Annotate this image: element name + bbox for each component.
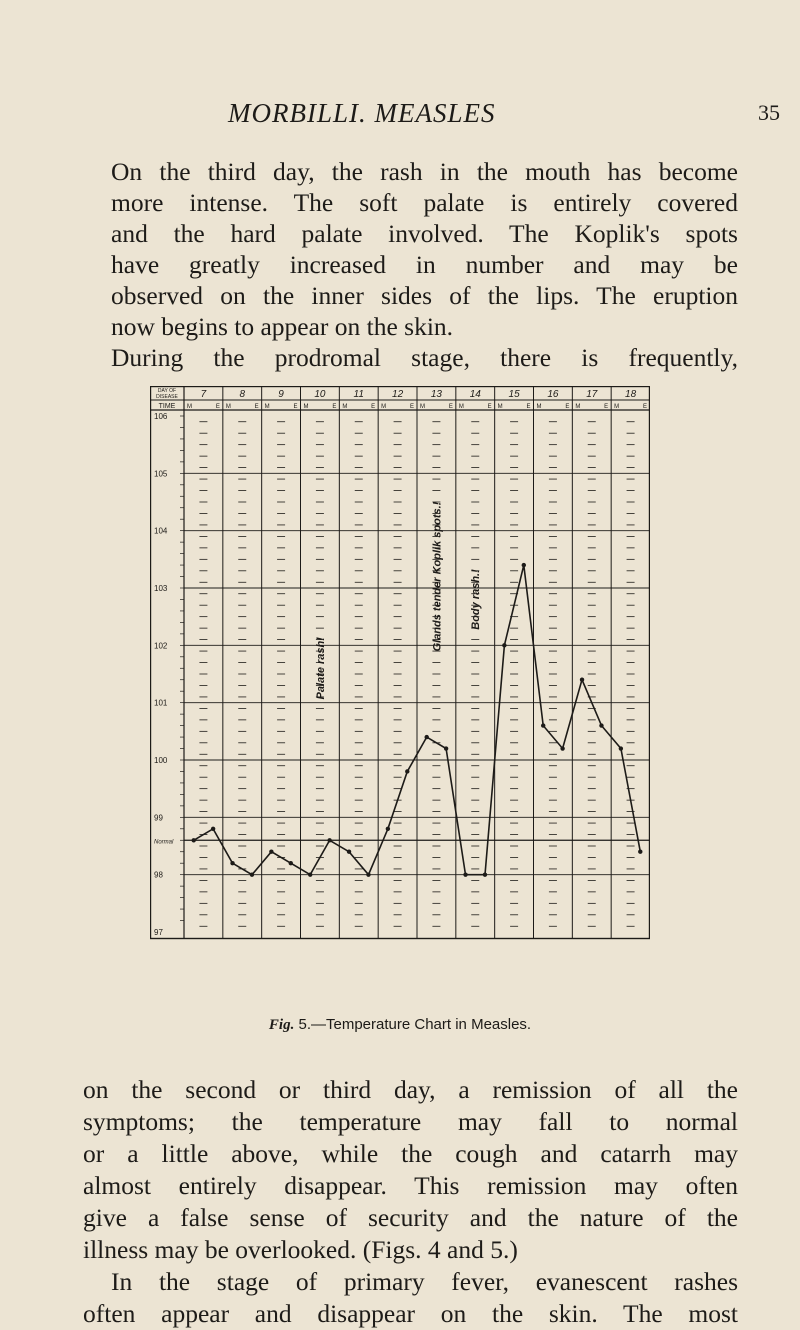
text-line: and the hard palate involved. The Koplik's spots <box>111 219 738 248</box>
text-line: now begins to appear on the skin. <box>111 312 454 341</box>
day-of-disease-label: DISEASE <box>156 394 178 400</box>
temperature-point <box>308 872 312 876</box>
time-slot-label: M <box>497 404 503 410</box>
text-line: observed on the inner sides of the lips. The eruption <box>111 281 738 310</box>
temperature-point <box>289 861 293 865</box>
time-slot-label: E <box>410 404 415 410</box>
y-tick-label: 102 <box>154 641 168 651</box>
time-slot-label: E <box>448 404 453 410</box>
text-line: have greatly increased in number and may be <box>111 250 738 279</box>
paragraph-bottom <box>83 1074 738 1330</box>
y-tick-label: 103 <box>154 584 168 593</box>
temperature-point <box>580 678 584 682</box>
temperature-point <box>463 872 467 876</box>
y-tick-label: Normal <box>154 839 174 846</box>
temperature-point <box>211 827 215 831</box>
time-slot-label: E <box>332 404 337 410</box>
time-slot-label: E <box>371 404 376 410</box>
day-label: 12 <box>392 389 404 400</box>
time-slot-label: E <box>487 404 492 410</box>
y-tick-label: 106 <box>154 412 168 421</box>
y-tick-label: 100 <box>154 756 168 765</box>
y-tick-label: 97 <box>154 928 163 937</box>
day-label: 7 <box>200 389 207 400</box>
text-line: On the third day, the rash in the mouth has become <box>111 157 738 186</box>
text-line: or a little above, while the cough and catarrh may <box>83 1139 738 1168</box>
text-line: illness may be overlooked. (Figs. 4 and 5.) <box>83 1235 518 1264</box>
temperature-point <box>192 838 196 842</box>
temperature-point <box>250 872 254 876</box>
temperature-point <box>405 769 409 773</box>
day-label: 14 <box>469 389 481 400</box>
temperature-point <box>366 872 370 876</box>
y-tick-label: 105 <box>154 469 168 479</box>
time-slot-label: M <box>420 404 425 410</box>
temperature-point <box>386 827 390 831</box>
text-line: symptoms; the temperature may fall to normal <box>83 1107 738 1136</box>
time-slot-label: E <box>254 404 259 410</box>
time-slot-label: M <box>342 404 348 410</box>
day-label: 18 <box>625 389 637 400</box>
y-tick-label: 99 <box>154 813 163 823</box>
paragraph-top <box>83 156 738 373</box>
temperature-point <box>502 643 506 647</box>
y-tick-label: 104 <box>154 526 168 536</box>
day-label: 13 <box>430 389 442 400</box>
day-label: 11 <box>353 389 364 400</box>
figure-caption <box>0 1016 800 1034</box>
time-slot-label: M <box>264 404 270 410</box>
time-slot-label: E <box>293 404 298 410</box>
temperature-point <box>483 872 487 876</box>
caption-text: 5.—Temperature Chart in Measles. <box>294 1016 532 1033</box>
time-slot-label: E <box>565 404 570 410</box>
time-slot-label: M <box>381 404 387 410</box>
text-line: on the second or third day, a remission of all the <box>83 1075 738 1104</box>
running-title: MORBILLI. MEASLES <box>228 98 496 128</box>
caption-label: Fig. <box>268 1017 295 1033</box>
chart-annotation: Glands tender Koplik spots.! <box>431 501 444 652</box>
time-slot-label: M <box>575 404 581 410</box>
temperature-chart <box>150 386 650 946</box>
chart-annotation: Body rash.! <box>470 569 483 630</box>
time-slot-label: M <box>303 404 309 410</box>
time-label: TIME <box>158 403 176 410</box>
day-label: 15 <box>508 389 520 400</box>
time-slot-label: M <box>458 404 464 410</box>
day-label: 8 <box>239 389 246 400</box>
temperature-point <box>619 746 623 750</box>
time-slot-label: M <box>187 404 192 410</box>
chart-annotation: Palate rash! <box>314 637 327 700</box>
day-label: 17 <box>586 389 598 400</box>
text-line: In the stage of primary fever, evanescent rashes <box>111 1267 738 1296</box>
temperature-point <box>522 563 526 567</box>
temperature-point <box>327 838 331 842</box>
text-line: almost entirely disappear. This remission may often <box>83 1171 738 1200</box>
text-line: often appear and disappear on the skin. The most <box>83 1299 738 1328</box>
day-label: 16 <box>547 389 559 400</box>
temperature-point <box>269 850 273 854</box>
temperature-point <box>444 746 448 750</box>
page-number: 35 <box>758 100 780 125</box>
y-tick-label: 98 <box>154 870 163 880</box>
temperature-point <box>638 850 642 854</box>
text-line: give a false sense of security and the nature of the <box>83 1203 738 1232</box>
temperature-point <box>541 723 545 727</box>
time-slot-label: E <box>526 404 531 410</box>
time-slot-label: M <box>614 404 620 410</box>
temperature-point <box>425 735 429 739</box>
time-slot-label: M <box>225 404 231 410</box>
temperature-point <box>599 723 603 727</box>
y-tick-label: 101 <box>154 698 168 708</box>
text-line: more intense. The soft palate is entirely covered <box>111 188 738 217</box>
time-slot-label: E <box>604 404 609 410</box>
temperature-point <box>230 861 234 865</box>
time-slot-label: E <box>215 404 220 410</box>
text-line: During the prodromal stage, there is frequently, <box>111 343 738 372</box>
day-of-disease-label: DAY OF <box>157 388 177 394</box>
time-slot-label: M <box>536 404 542 410</box>
day-label: 9 <box>278 389 284 400</box>
day-label: 10 <box>314 389 326 400</box>
temperature-point <box>560 746 564 750</box>
temperature-point <box>347 850 351 854</box>
time-slot-label: E <box>643 404 648 410</box>
